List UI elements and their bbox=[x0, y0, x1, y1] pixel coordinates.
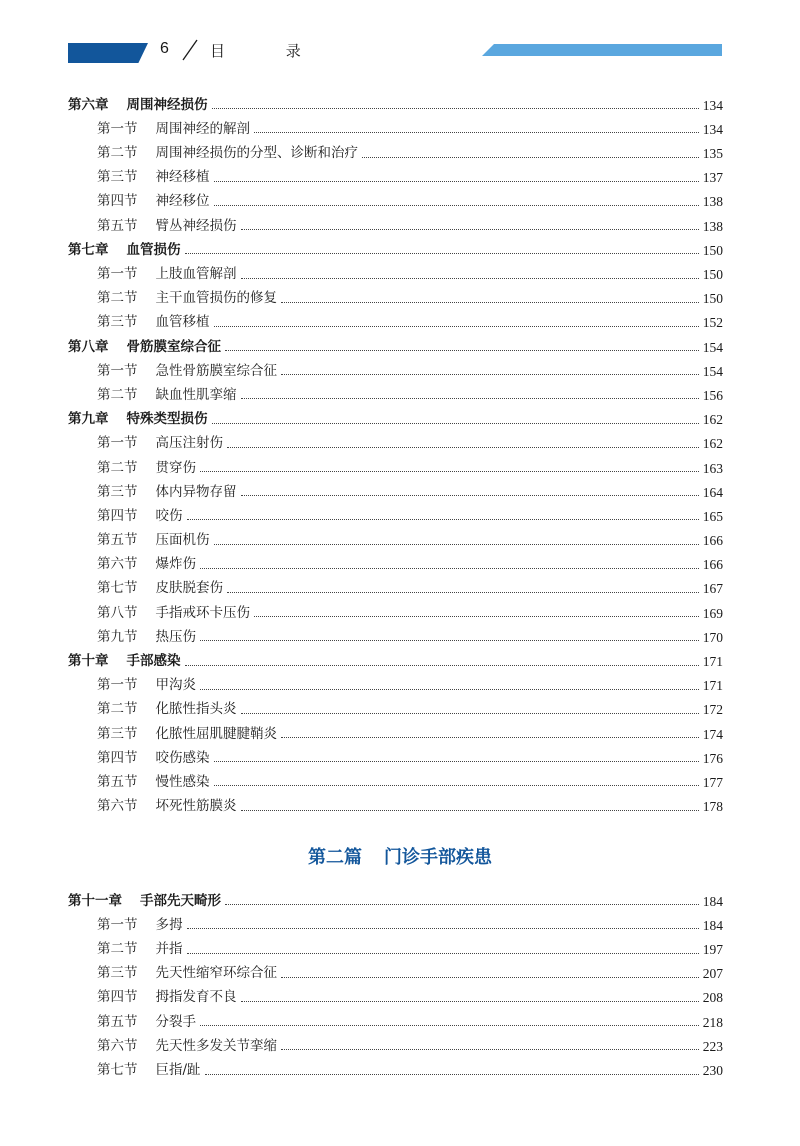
dot-leader bbox=[281, 976, 699, 978]
toc-entry-label: 第二节 bbox=[97, 701, 138, 718]
dot-leader bbox=[362, 156, 699, 158]
toc-page-number: 154 bbox=[702, 363, 723, 379]
toc-entry-title: 拇指发育不良 bbox=[155, 989, 237, 1006]
toc-chapter-row[interactable] bbox=[68, 402, 723, 426]
dot-leader bbox=[200, 639, 699, 641]
toc-page-number: 184 bbox=[702, 893, 723, 909]
toc-entry-title: 贯穿伤 bbox=[155, 459, 196, 476]
toc-entry-label: 第十章 bbox=[68, 653, 109, 669]
toc-entry-label: 第一节 bbox=[97, 677, 138, 694]
toc-entry-label: 第七节 bbox=[97, 1062, 138, 1078]
toc-entry-title: 分裂手 bbox=[155, 1013, 196, 1030]
toc-entry-label: 第一节 bbox=[97, 266, 138, 282]
toc-entry-label: 第九章 bbox=[68, 411, 109, 428]
toc-entry-title: 巨指/趾 bbox=[155, 1062, 201, 1078]
dot-leader bbox=[212, 107, 699, 109]
toc-entry-title: 体内异物存留 bbox=[155, 483, 237, 500]
toc-section-row[interactable] bbox=[68, 499, 723, 523]
toc-chapter-row[interactable] bbox=[68, 88, 723, 112]
toc-entry-label: 第一节 bbox=[97, 120, 138, 137]
dot-leader bbox=[254, 615, 699, 617]
toc-entry-title: 先天性多发关节挛缩 bbox=[155, 1037, 277, 1054]
toc-section-row[interactable] bbox=[68, 451, 723, 475]
toc-part2 bbox=[68, 884, 723, 1078]
toc-entry-label: 第九节 bbox=[97, 628, 138, 645]
toc-entry-label: 第五节 bbox=[97, 1013, 138, 1030]
toc-entry-label: 第四节 bbox=[97, 507, 138, 524]
toc-page-number: 176 bbox=[702, 750, 723, 766]
toc-entry-title: 血管损伤 bbox=[126, 241, 181, 258]
part-title-name: 门诊手部疾患 bbox=[384, 847, 492, 868]
dot-leader bbox=[241, 228, 699, 230]
toc-page-number: 162 bbox=[702, 412, 723, 428]
toc-page-number: 163 bbox=[702, 460, 723, 476]
toc-entry-title: 热压伤 bbox=[155, 628, 196, 645]
toc-entry-label: 第七章 bbox=[68, 241, 109, 258]
toc-entry-label: 第五节 bbox=[97, 532, 138, 549]
header-dark-bar bbox=[68, 43, 148, 63]
toc-page-number: 150 bbox=[702, 291, 723, 307]
toc-entry-label: 第十一章 bbox=[68, 892, 122, 909]
dot-leader bbox=[214, 204, 699, 206]
toc-page-number: 154 bbox=[702, 339, 723, 355]
toc-part1 bbox=[68, 88, 723, 814]
toc-entry-label: 第三节 bbox=[97, 314, 138, 331]
toc-entry-title: 周围神经损伤的分型、诊断和治疗 bbox=[155, 145, 358, 162]
toc-entry-label: 第二节 bbox=[97, 145, 138, 162]
toc-section-row[interactable] bbox=[68, 572, 723, 596]
dot-leader bbox=[241, 494, 699, 496]
toc-page-number: 218 bbox=[702, 1014, 723, 1030]
toc-page-number: 177 bbox=[702, 774, 723, 790]
toc-entry-label: 第八章 bbox=[68, 338, 109, 355]
toc-entry-title: 咬伤 bbox=[155, 507, 183, 524]
header-light-bar bbox=[482, 44, 722, 56]
dot-leader bbox=[281, 373, 699, 375]
toc-section-row[interactable] bbox=[68, 1053, 723, 1077]
toc-section-row[interactable] bbox=[68, 981, 723, 1005]
toc-entry-label: 第二节 bbox=[97, 941, 138, 958]
page-header bbox=[0, 0, 800, 80]
toc-section-row[interactable] bbox=[68, 257, 723, 281]
toc-entry-title: 化脓性屈肌腱腱鞘炎 bbox=[155, 725, 277, 742]
toc-section-row[interactable] bbox=[68, 957, 723, 981]
toc-entry-title: 并指 bbox=[155, 941, 183, 958]
dot-leader bbox=[225, 349, 699, 351]
toc-entry-label: 第六章 bbox=[68, 96, 109, 113]
toc-section-row[interactable] bbox=[68, 378, 723, 402]
toc-chapter-row[interactable] bbox=[68, 233, 723, 257]
dot-leader bbox=[214, 784, 699, 786]
toc-entry-title: 先天性缩窄环综合征 bbox=[155, 965, 277, 982]
toc-entry-label: 第三节 bbox=[97, 725, 138, 742]
toc-entry-title: 手指戒环卡压伤 bbox=[155, 604, 250, 621]
toc-entry-label: 第四节 bbox=[97, 989, 138, 1006]
toc-chapter-row[interactable] bbox=[68, 884, 723, 908]
toc-entry-title: 急性骨筋膜室综合征 bbox=[155, 362, 277, 379]
part-title-label: 第二篇 bbox=[308, 847, 362, 868]
toc-section-row[interactable] bbox=[68, 789, 723, 813]
toc-entry-title: 咬伤感染 bbox=[155, 749, 210, 766]
toc-entry-title: 甲沟炎 bbox=[155, 677, 196, 694]
toc-section-row[interactable] bbox=[68, 161, 723, 185]
toc-section-row[interactable] bbox=[68, 523, 723, 547]
dot-leader bbox=[241, 809, 699, 811]
toc-page-number: 156 bbox=[702, 387, 723, 403]
toc-section-row[interactable] bbox=[68, 717, 723, 741]
toc-section-row[interactable] bbox=[68, 354, 723, 378]
toc-section-row[interactable] bbox=[68, 1029, 723, 1053]
toc-section-row[interactable] bbox=[68, 306, 723, 330]
toc-section-row[interactable] bbox=[68, 427, 723, 451]
toc-entry-title: 高压注射伤 bbox=[155, 435, 223, 452]
dot-leader bbox=[200, 470, 699, 472]
toc-section-row[interactable] bbox=[68, 1005, 723, 1029]
toc-entry-label: 第三节 bbox=[97, 965, 138, 982]
toc-page-number: 169 bbox=[702, 605, 723, 621]
toc-page-number: 184 bbox=[702, 917, 723, 933]
toc-entry-title: 血管移植 bbox=[155, 314, 210, 331]
toc-page-number: 230 bbox=[702, 1063, 723, 1078]
toc-page-number: 208 bbox=[702, 990, 723, 1006]
toc-entry-label: 第七节 bbox=[97, 580, 138, 597]
toc-section-row[interactable] bbox=[68, 669, 723, 693]
toc-section-row[interactable] bbox=[68, 765, 723, 789]
header-title: 目 录 bbox=[210, 42, 329, 60]
dot-leader bbox=[214, 760, 699, 762]
toc-entry-title: 坏死性筋膜炎 bbox=[155, 798, 237, 815]
toc-page-number: 197 bbox=[702, 942, 723, 958]
toc-entry-title: 骨筋膜室综合征 bbox=[126, 338, 221, 355]
toc-page-number: 171 bbox=[702, 654, 723, 669]
toc-entry-label: 第六节 bbox=[97, 556, 138, 573]
toc-entry-title: 主干血管损伤的修复 bbox=[155, 290, 277, 307]
toc-entry-label: 第六节 bbox=[97, 798, 138, 815]
toc-section-row[interactable] bbox=[68, 282, 723, 306]
toc-page-number: 172 bbox=[702, 702, 723, 718]
toc-section-row[interactable] bbox=[68, 932, 723, 956]
toc-section-row[interactable] bbox=[68, 136, 723, 160]
toc-section-row[interactable] bbox=[68, 620, 723, 644]
toc-entry-title: 特殊类型损伤 bbox=[126, 411, 208, 428]
toc-page-number: 223 bbox=[702, 1038, 723, 1054]
toc-entry-label: 第一节 bbox=[97, 916, 138, 933]
dot-leader bbox=[214, 180, 699, 182]
toc-section-row[interactable] bbox=[68, 548, 723, 572]
dot-leader bbox=[187, 952, 699, 954]
toc-page-number: 162 bbox=[702, 436, 723, 452]
toc-page-number: 164 bbox=[702, 484, 723, 500]
dot-leader bbox=[241, 1000, 699, 1002]
toc-page-number: 171 bbox=[702, 678, 723, 694]
toc-page-number: 150 bbox=[702, 242, 723, 258]
toc-entry-title: 手部感染 bbox=[126, 653, 181, 669]
dot-leader bbox=[227, 591, 699, 593]
dot-leader bbox=[214, 325, 699, 327]
toc-chapter-row[interactable] bbox=[68, 644, 723, 668]
toc-page-number: 137 bbox=[702, 170, 723, 186]
dot-leader bbox=[187, 518, 699, 520]
toc-section-row[interactable] bbox=[68, 475, 723, 499]
dot-leader bbox=[214, 543, 699, 545]
toc-page-number: 138 bbox=[702, 194, 723, 210]
toc-page-number: 207 bbox=[702, 966, 723, 982]
toc-section-row[interactable] bbox=[68, 693, 723, 717]
toc-page-number: 170 bbox=[702, 629, 723, 645]
toc-entry-label: 第四节 bbox=[97, 749, 138, 766]
toc-entry-title: 臂丛神经损伤 bbox=[155, 217, 237, 234]
toc-page-number: 134 bbox=[702, 97, 723, 113]
toc-page-number: 135 bbox=[702, 146, 723, 162]
toc-entry-title: 周围神经的解剖 bbox=[155, 120, 250, 137]
toc-chapter-row[interactable] bbox=[68, 330, 723, 354]
toc-entry-title: 慢性感染 bbox=[155, 773, 210, 790]
header-page-number: 6 bbox=[160, 40, 169, 57]
toc-page-number: 138 bbox=[702, 218, 723, 234]
dot-leader bbox=[281, 1048, 699, 1050]
header-slash bbox=[180, 38, 200, 62]
toc-page-number: 166 bbox=[702, 557, 723, 573]
toc-entry-label: 第一节 bbox=[97, 362, 138, 379]
toc-entry-label: 第二节 bbox=[97, 386, 138, 403]
toc-page-number: 134 bbox=[702, 121, 723, 137]
toc-entry-label: 第三节 bbox=[97, 483, 138, 500]
toc-entry-label: 第八节 bbox=[97, 604, 138, 621]
toc-entry-label: 第五节 bbox=[97, 773, 138, 790]
toc-page-number: 174 bbox=[702, 726, 723, 742]
toc-entry-title: 皮肤脱套伤 bbox=[155, 580, 223, 597]
toc-page-number: 167 bbox=[702, 581, 723, 597]
toc-entry-title: 多拇 bbox=[155, 916, 183, 933]
toc-entry-title: 化脓性指头炎 bbox=[155, 701, 237, 718]
toc-section-row[interactable] bbox=[68, 741, 723, 765]
toc-entry-title: 神经移位 bbox=[155, 193, 210, 210]
toc-page-number: 150 bbox=[702, 267, 723, 282]
dot-leader bbox=[200, 567, 699, 569]
dot-leader bbox=[241, 712, 699, 714]
dot-leader bbox=[185, 252, 699, 254]
toc-entry-label: 第三节 bbox=[97, 169, 138, 186]
dot-leader bbox=[241, 277, 699, 279]
toc-entry-title: 压面机伤 bbox=[155, 532, 210, 549]
dot-leader bbox=[241, 397, 699, 399]
toc-section-row[interactable] bbox=[68, 596, 723, 620]
dot-leader bbox=[281, 736, 699, 738]
toc-entry-label: 第五节 bbox=[97, 217, 138, 234]
toc-entry-title: 上肢血管解剖 bbox=[155, 266, 237, 282]
dot-leader bbox=[200, 688, 699, 690]
toc-entry-title: 缺血性肌挛缩 bbox=[155, 386, 237, 403]
toc-page-number: 152 bbox=[702, 315, 723, 331]
toc-entry-label: 第二节 bbox=[97, 290, 138, 307]
dot-leader bbox=[254, 131, 699, 133]
dot-leader bbox=[185, 664, 699, 666]
dot-leader bbox=[281, 301, 699, 303]
toc-page-number: 165 bbox=[702, 508, 723, 524]
toc-section-row[interactable] bbox=[68, 112, 723, 136]
toc-entry-label: 第六节 bbox=[97, 1037, 138, 1054]
toc-page-number: 178 bbox=[702, 799, 723, 815]
dot-leader bbox=[187, 927, 699, 929]
dot-leader bbox=[200, 1024, 699, 1026]
toc-entry-title: 爆炸伤 bbox=[155, 556, 196, 573]
toc-entry-title: 手部先天畸形 bbox=[140, 892, 221, 909]
toc-entry-title: 神经移植 bbox=[155, 169, 210, 186]
toc-section-row[interactable] bbox=[68, 209, 723, 233]
dot-leader bbox=[227, 446, 699, 448]
dot-leader bbox=[205, 1073, 699, 1075]
toc-entry-label: 第一节 bbox=[97, 435, 138, 452]
dot-leader bbox=[212, 422, 699, 424]
toc-entry-title: 周围神经损伤 bbox=[126, 96, 208, 113]
dot-leader bbox=[225, 903, 699, 905]
toc-entry-label: 第四节 bbox=[97, 193, 138, 210]
toc-page-number: 166 bbox=[702, 533, 723, 549]
part-title bbox=[0, 843, 800, 869]
toc-section-row[interactable] bbox=[68, 185, 723, 209]
toc-entry-label: 第二节 bbox=[97, 459, 138, 476]
toc-section-row[interactable] bbox=[68, 908, 723, 932]
